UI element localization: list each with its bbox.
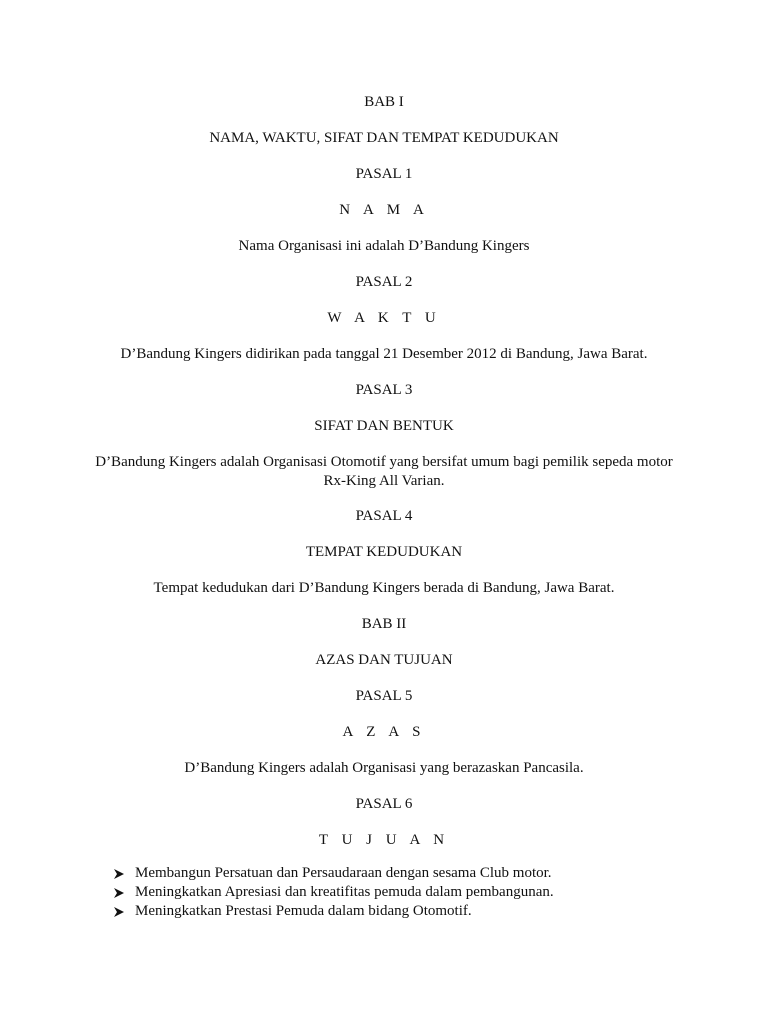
list-item xyxy=(113,902,554,921)
pasal2-heading: W A K T U xyxy=(327,310,441,326)
pasal2-text: D’Bandung Kingers didirikan pada tanggal 21 Desember 2012 di Bandung, Jawa Barat. xyxy=(120,346,648,362)
pasal4-text: Tempat kedudukan dari D’Bandung Kingers berada di Bandung, Jawa Barat. xyxy=(153,580,615,596)
bab2-title: BAB II xyxy=(361,616,407,632)
pasal3-heading: SIFAT DAN BENTUK xyxy=(314,418,454,434)
pasal5-number: PASAL 5 xyxy=(355,688,413,704)
list-item xyxy=(113,883,554,902)
list-item-text: Meningkatkan Prestasi Pemuda dalam bidang Otomotif. xyxy=(135,903,472,919)
list-item-text: Membangun Persatuan dan Persaudaraan dengan sesama Club motor. xyxy=(135,865,552,881)
pasal6-heading: T U J U A N xyxy=(318,832,450,848)
arrow-bullet-icon xyxy=(113,887,135,899)
pasal4-number: PASAL 4 xyxy=(355,508,413,524)
pasal5-text: D’Bandung Kingers adalah Organisasi yang berazaskan Pancasila. xyxy=(184,760,584,776)
tujuan-list xyxy=(113,864,554,921)
bab1-title: BAB I xyxy=(364,94,404,110)
list-item-text: Meningkatkan Apresiasi dan kreatifitas pemuda dalam pembangunan. xyxy=(135,884,554,900)
bab2-subtitle: AZAS DAN TUJUAN xyxy=(315,652,453,668)
arrow-bullet-icon xyxy=(113,868,135,880)
arrow-bullet-icon xyxy=(113,906,135,918)
pasal4-heading: TEMPAT KEDUDUKAN xyxy=(305,544,463,560)
list-item xyxy=(113,864,554,883)
pasal5-heading: A Z A S xyxy=(342,724,426,740)
pasal1-heading: N A M A xyxy=(339,202,429,218)
pasal3-number: PASAL 3 xyxy=(355,382,413,398)
bab1-subtitle: NAMA, WAKTU, SIFAT DAN TEMPAT KEDUDUKAN xyxy=(209,130,559,146)
pasal3-text: D’Bandung Kingers adalah Organisasi Otomotif yang bersifat umum bagi pemilik sepeda motor Rx-King All Varian. xyxy=(95,454,673,489)
pasal1-text: Nama Organisasi ini adalah D’Bandung Kingers xyxy=(238,238,530,254)
pasal6-number: PASAL 6 xyxy=(355,796,413,812)
pasal1-number: PASAL 1 xyxy=(355,166,413,182)
pasal2-number: PASAL 2 xyxy=(355,274,413,290)
